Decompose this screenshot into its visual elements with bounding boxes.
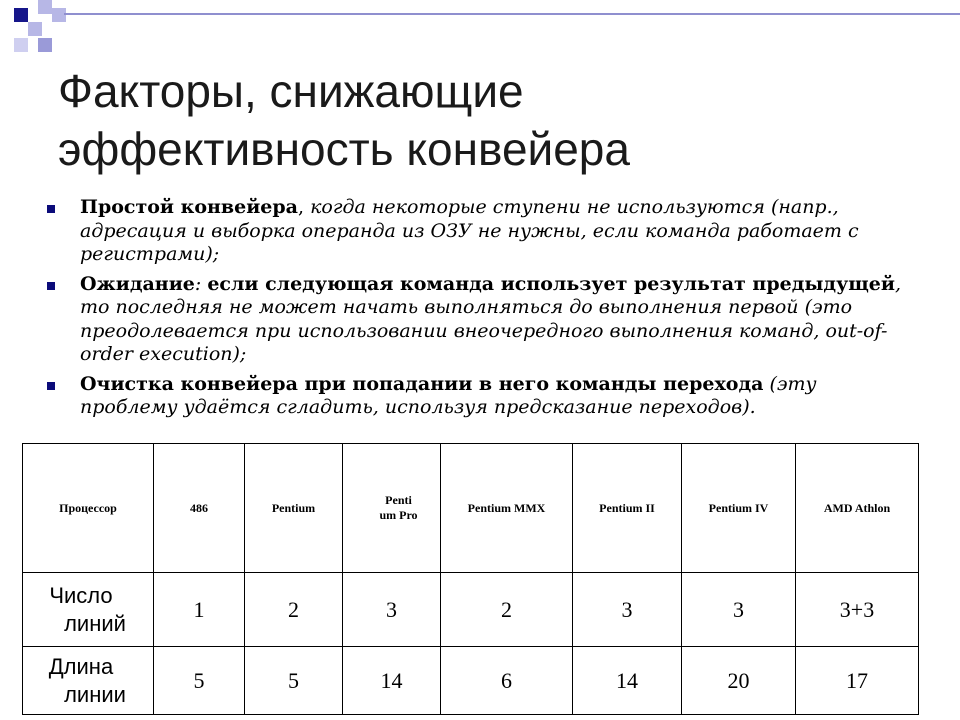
title-line-2: эффективность конвейера bbox=[58, 123, 630, 175]
row-label-line-2: линии bbox=[64, 681, 126, 707]
bullet-bold-text-2: если следующая команда использует результат предыдущей bbox=[207, 272, 895, 295]
header-cell-pentium-ii: Pentium II bbox=[573, 444, 682, 573]
table-row bbox=[23, 573, 919, 647]
corner-decoration bbox=[0, 0, 90, 60]
table-cell: 3 bbox=[573, 573, 682, 647]
top-rule-line bbox=[64, 13, 960, 15]
bullet-bold-text: Простой конвейера bbox=[80, 196, 298, 218]
row-label-line-1: Число bbox=[49, 582, 113, 608]
table-header-row bbox=[23, 444, 919, 573]
title-line-1: Факторы, снижающие bbox=[58, 65, 524, 117]
bullet-item bbox=[44, 273, 914, 367]
bullet-plain-text: , bbox=[298, 196, 305, 218]
table-cell: 1 bbox=[154, 573, 245, 647]
table-row bbox=[23, 647, 919, 715]
header-pentium-pro-line-1: Penti bbox=[385, 493, 412, 507]
table-cell: 20 bbox=[682, 647, 796, 715]
table-cell: 5 bbox=[154, 647, 245, 715]
row-label-number-of-lines bbox=[23, 573, 154, 647]
bullet-list bbox=[44, 196, 914, 426]
row-label-line-1: Длина bbox=[48, 653, 114, 679]
square-bullet-icon bbox=[47, 282, 55, 290]
bullet-bold-text: Ожидание bbox=[80, 272, 195, 295]
header-cell-pentium: Pentium bbox=[245, 444, 343, 573]
row-label-line-length bbox=[23, 647, 154, 715]
square-bullet-icon bbox=[47, 382, 55, 390]
processor-table bbox=[22, 443, 919, 715]
table-cell: 14 bbox=[343, 647, 441, 715]
table-cell: 3+3 bbox=[796, 573, 919, 647]
bullet-item bbox=[44, 373, 914, 420]
bullet-bold-text: Очистка конвейера при попадании в него команды перехода bbox=[80, 372, 764, 395]
header-pentium-pro-line-2: um Pro bbox=[379, 508, 418, 522]
table-cell: 2 bbox=[441, 573, 573, 647]
header-cell-pentium-pro bbox=[343, 444, 441, 573]
table-cell: 3 bbox=[343, 573, 441, 647]
header-cell-processor: Процессор bbox=[23, 444, 154, 573]
square-bullet-icon bbox=[47, 205, 55, 213]
table-cell: 17 bbox=[796, 647, 919, 715]
slide-title bbox=[58, 62, 918, 178]
table-cell: 2 bbox=[245, 573, 343, 647]
table-cell: 14 bbox=[573, 647, 682, 715]
table-cell: 3 bbox=[682, 573, 796, 647]
bullet-italic-text: когда некоторые ступени не используются (напр., адресация и выборка операнда из ОЗУ не нужны, если команда работает с регистрами); bbox=[80, 196, 859, 265]
table-cell: 6 bbox=[441, 647, 573, 715]
table-cell: 5 bbox=[245, 647, 343, 715]
header-cell-486: 486 bbox=[154, 444, 245, 573]
header-cell-pentium-mmx: Pentium MMX bbox=[441, 444, 573, 573]
header-cell-amd-athlon: AMD Athlon bbox=[796, 444, 919, 573]
bullet-item bbox=[44, 196, 914, 267]
row-label-line-2: линий bbox=[64, 610, 126, 636]
bullet-italic-text: , то последняя не может начать выполняться до выполнения первой (это преодолевается при использовании внеочередного выполнения команд, out-of-order execution); bbox=[80, 272, 902, 365]
bullet-italic-text: (эту проблему удаётся сгладить, используя предсказание переходов). bbox=[80, 372, 817, 418]
header-cell-pentium-iv: Pentium IV bbox=[682, 444, 796, 573]
bullet-plain-text: : bbox=[194, 272, 208, 295]
